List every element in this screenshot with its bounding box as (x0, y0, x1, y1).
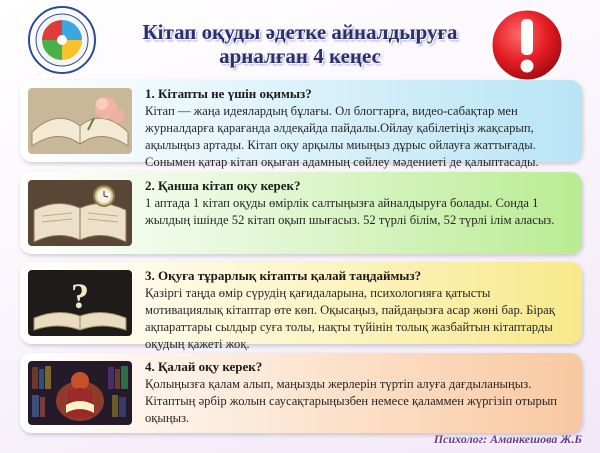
tip-card-4 (20, 353, 582, 433)
tip-card-1 (20, 80, 582, 169)
card-2-text (145, 178, 570, 229)
card-4-heading: 4. Қалай оқу керек? (145, 359, 263, 374)
page-title (120, 20, 480, 68)
book-question-icon (28, 270, 132, 336)
school-puzzle-logo-icon (28, 6, 96, 74)
card-1-text (145, 86, 570, 171)
tip-card-3 (20, 262, 582, 351)
alert-badge (486, 4, 568, 86)
title-line-2: арналған 4 кеңес (219, 44, 381, 68)
card-4-image (28, 361, 132, 425)
svg-text:?: ? (71, 276, 89, 316)
card-2-body: 1 аптада 1 кітап оқуды өмірлік салтыңызға айналдыруға болады. Сонда 1 жылдың ішінде 52 кітап оқып шығасыз. 52 түрлі білім, 52 түрлі ілім аласыз. (145, 196, 555, 227)
card-1-body: Кітап — жаңа идеялардың бұлағы. Ол блогтарға, видео-сабақтар мен журналдарға қарағанда әлдеқайда пайдалы.Ойлау қабілетіңіз жақсарып, ақылыңыз артады. Кітап оқу арқылы миыңыз дұрыс ойлауға жаттығады. Сонымен қатар кітап оқыған адамның сөйлеу мәдениеті де қалыптасады. (145, 104, 539, 169)
school-logo (28, 6, 96, 74)
card-2-heading: 2. Қанша кітап оқу керек? (145, 178, 301, 193)
card-3-image (28, 270, 132, 336)
card-1-heading: 1. Кітапты не үшін оқимыз? (145, 86, 312, 101)
card-3-body: Қазіргі таңда өмір сүрудің қағидаларына, психологияға қатысты мотивациялық кітаптар өте көп. Оқысаңыз, пайдаңызға асар жөні бар. Бірақ ақпараттары сылдыр суға толы, нақты түйінін толық жазбайтын кітаптарды оқудың қажеті жоқ. (145, 286, 555, 351)
card-1-image (28, 88, 132, 154)
card-3-heading: 3. Оқуға тұрарлық кітапты қалай таңдаймыз? (145, 268, 422, 283)
book-rose-icon (28, 88, 132, 154)
girl-reading-library-icon (28, 361, 132, 425)
tip-card-2 (20, 172, 582, 254)
title-line-1: Кітап оқуды әдетке айналдыруға (142, 20, 458, 44)
card-4-body: Қолыңызға қалам алып, маңызды жерлерін түртіп алуға дағдыланыңыз. Кітаптың әрбір жолын саусақтарыңызбен немесе қаламмен жүргізіп отырып оқыңыз. (145, 377, 558, 425)
card-3-text (145, 268, 570, 353)
exclamation-alert-icon (486, 4, 568, 86)
open-book-pocket-watch-icon (28, 180, 132, 246)
card-4-text (145, 359, 570, 427)
author-credit: Психолог: Аманкешова Ж.Б (433, 432, 582, 446)
card-2-image (28, 180, 132, 246)
